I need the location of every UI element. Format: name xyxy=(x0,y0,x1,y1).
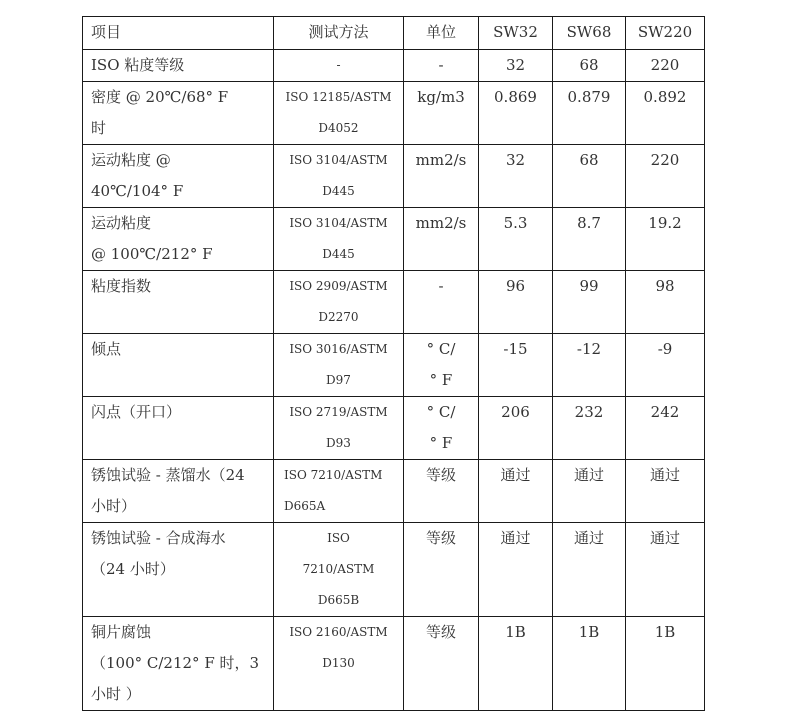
row-method xyxy=(274,145,404,208)
row-unit xyxy=(404,82,479,145)
table-row xyxy=(83,460,705,523)
method-line: D130 xyxy=(322,656,355,670)
unit-line: - xyxy=(438,56,444,74)
method-line: ISO 7210/ASTM xyxy=(284,468,383,482)
method-line: ISO 12185/ASTM xyxy=(285,90,392,104)
item-line: （100° C/212° F 时，3 xyxy=(91,654,260,672)
unit-line: mm2/s xyxy=(415,151,467,169)
row-unit xyxy=(404,334,479,397)
item-line: 锈蚀试验 - 合成海水 xyxy=(91,529,226,547)
row-method xyxy=(274,208,404,271)
row-item xyxy=(83,460,274,523)
value-sw220: 220 xyxy=(626,145,705,208)
item-line: ISO 粘度等级 xyxy=(91,56,185,74)
value-sw220: 98 xyxy=(626,271,705,334)
header-unit: 单位 xyxy=(404,17,479,50)
row-item xyxy=(83,523,274,617)
item-line: 锈蚀试验 - 蒸馏水（24 xyxy=(91,466,245,484)
method-line: D93 xyxy=(326,436,351,450)
value-sw32: 通过 xyxy=(479,523,553,617)
row-unit xyxy=(404,271,479,334)
value-sw68: 68 xyxy=(553,145,626,208)
method-line: ISO 2160/ASTM xyxy=(289,625,388,639)
unit-line: - xyxy=(438,277,444,295)
value-sw32: 通过 xyxy=(479,460,553,523)
unit-line: ° C/ xyxy=(426,340,456,358)
row-method xyxy=(274,50,404,82)
row-unit xyxy=(404,145,479,208)
method-line: ISO 3104/ASTM xyxy=(289,153,388,167)
row-method xyxy=(274,271,404,334)
value-sw220: 19.2 xyxy=(626,208,705,271)
row-unit xyxy=(404,50,479,82)
item-line: 运动粘度 @ xyxy=(91,151,171,169)
unit-line: kg/m3 xyxy=(417,88,465,106)
table-row xyxy=(83,334,705,397)
row-item xyxy=(83,617,274,711)
row-unit xyxy=(404,460,479,523)
method-line: D665B xyxy=(317,593,360,607)
method-line: D445 xyxy=(322,184,355,198)
item-line: @ 100℃/212° F xyxy=(91,245,213,263)
row-item xyxy=(83,271,274,334)
row-item xyxy=(83,397,274,460)
row-unit xyxy=(404,208,479,271)
item-line: 40℃/104° F xyxy=(91,182,184,200)
value-sw220: 0.892 xyxy=(626,82,705,145)
header-grade-sw32: SW32 xyxy=(479,17,553,50)
value-sw32: 32 xyxy=(479,145,553,208)
method-line: - xyxy=(336,58,341,72)
row-method xyxy=(274,460,404,523)
row-method xyxy=(274,523,404,617)
row-item xyxy=(83,82,274,145)
item-line: 运动粘度 xyxy=(91,214,152,232)
value-sw32: 1B xyxy=(479,617,553,711)
value-sw68: 0.879 xyxy=(553,82,626,145)
value-sw32: 32 xyxy=(479,50,553,82)
value-sw220: 242 xyxy=(626,397,705,460)
value-sw220: 通过 xyxy=(626,523,705,617)
row-method xyxy=(274,617,404,711)
value-sw32: -15 xyxy=(479,334,553,397)
row-method xyxy=(274,82,404,145)
row-item xyxy=(83,145,274,208)
spec-table xyxy=(82,16,705,711)
value-sw32: 0.869 xyxy=(479,82,553,145)
table-row xyxy=(83,145,705,208)
unit-line: ° F xyxy=(429,371,453,389)
unit-line: ° C/ xyxy=(426,403,456,421)
header-item: 项目 xyxy=(83,17,274,50)
item-line: 粘度指数 xyxy=(91,277,152,295)
method-line: D445 xyxy=(322,247,355,261)
method-line: ISO 3104/ASTM xyxy=(289,216,388,230)
table-row xyxy=(83,617,705,711)
unit-line: 等级 xyxy=(425,529,456,547)
method-line: D2270 xyxy=(318,310,359,324)
item-line: 小时） xyxy=(91,497,137,515)
value-sw220: 1B xyxy=(626,617,705,711)
unit-line: mm2/s xyxy=(415,214,467,232)
table-row xyxy=(83,208,705,271)
unit-line: ° F xyxy=(429,434,453,452)
row-method xyxy=(274,334,404,397)
table-row xyxy=(83,50,705,82)
table-row xyxy=(83,397,705,460)
row-unit xyxy=(404,617,479,711)
item-line: 小时 ） xyxy=(91,685,141,703)
value-sw68: -12 xyxy=(553,334,626,397)
value-sw32: 96 xyxy=(479,271,553,334)
item-line: 铜片腐蚀 xyxy=(91,623,152,641)
method-line: ISO 3016/ASTM xyxy=(289,342,388,356)
item-line: 时 xyxy=(91,119,107,137)
value-sw220: 通过 xyxy=(626,460,705,523)
value-sw32: 206 xyxy=(479,397,553,460)
row-unit xyxy=(404,397,479,460)
item-line: （24 小时） xyxy=(91,560,175,578)
value-sw68: 232 xyxy=(553,397,626,460)
unit-line: 等级 xyxy=(425,623,456,641)
value-sw220: -9 xyxy=(626,334,705,397)
method-line: ISO xyxy=(327,531,350,545)
row-unit xyxy=(404,523,479,617)
item-line: 密度 @ 20℃/68° F xyxy=(91,88,229,106)
unit-line: 等级 xyxy=(425,466,456,484)
method-line: D97 xyxy=(326,373,351,387)
method-line: ISO 2909/ASTM xyxy=(289,279,388,293)
row-item xyxy=(83,208,274,271)
item-line: 闪点（开口） xyxy=(91,403,182,421)
value-sw68: 8.7 xyxy=(553,208,626,271)
table-row xyxy=(83,523,705,617)
method-line: D4052 xyxy=(318,121,359,135)
row-method xyxy=(274,397,404,460)
method-line: ISO 2719/ASTM xyxy=(289,405,388,419)
value-sw32: 5.3 xyxy=(479,208,553,271)
header-grade-sw68: SW68 xyxy=(553,17,626,50)
row-item xyxy=(83,334,274,397)
header-method: 测试方法 xyxy=(274,17,404,50)
table-row xyxy=(83,82,705,145)
value-sw68: 99 xyxy=(553,271,626,334)
value-sw220: 220 xyxy=(626,50,705,82)
value-sw68: 68 xyxy=(553,50,626,82)
row-item xyxy=(83,50,274,82)
table-header-row xyxy=(83,17,705,50)
method-line: 7210/ASTM xyxy=(302,562,375,576)
value-sw68: 通过 xyxy=(553,460,626,523)
table-row xyxy=(83,271,705,334)
value-sw68: 通过 xyxy=(553,523,626,617)
method-line: D665A xyxy=(284,499,326,513)
item-line: 倾点 xyxy=(91,340,122,358)
header-grade-sw220: SW220 xyxy=(626,17,705,50)
value-sw68: 1B xyxy=(553,617,626,711)
